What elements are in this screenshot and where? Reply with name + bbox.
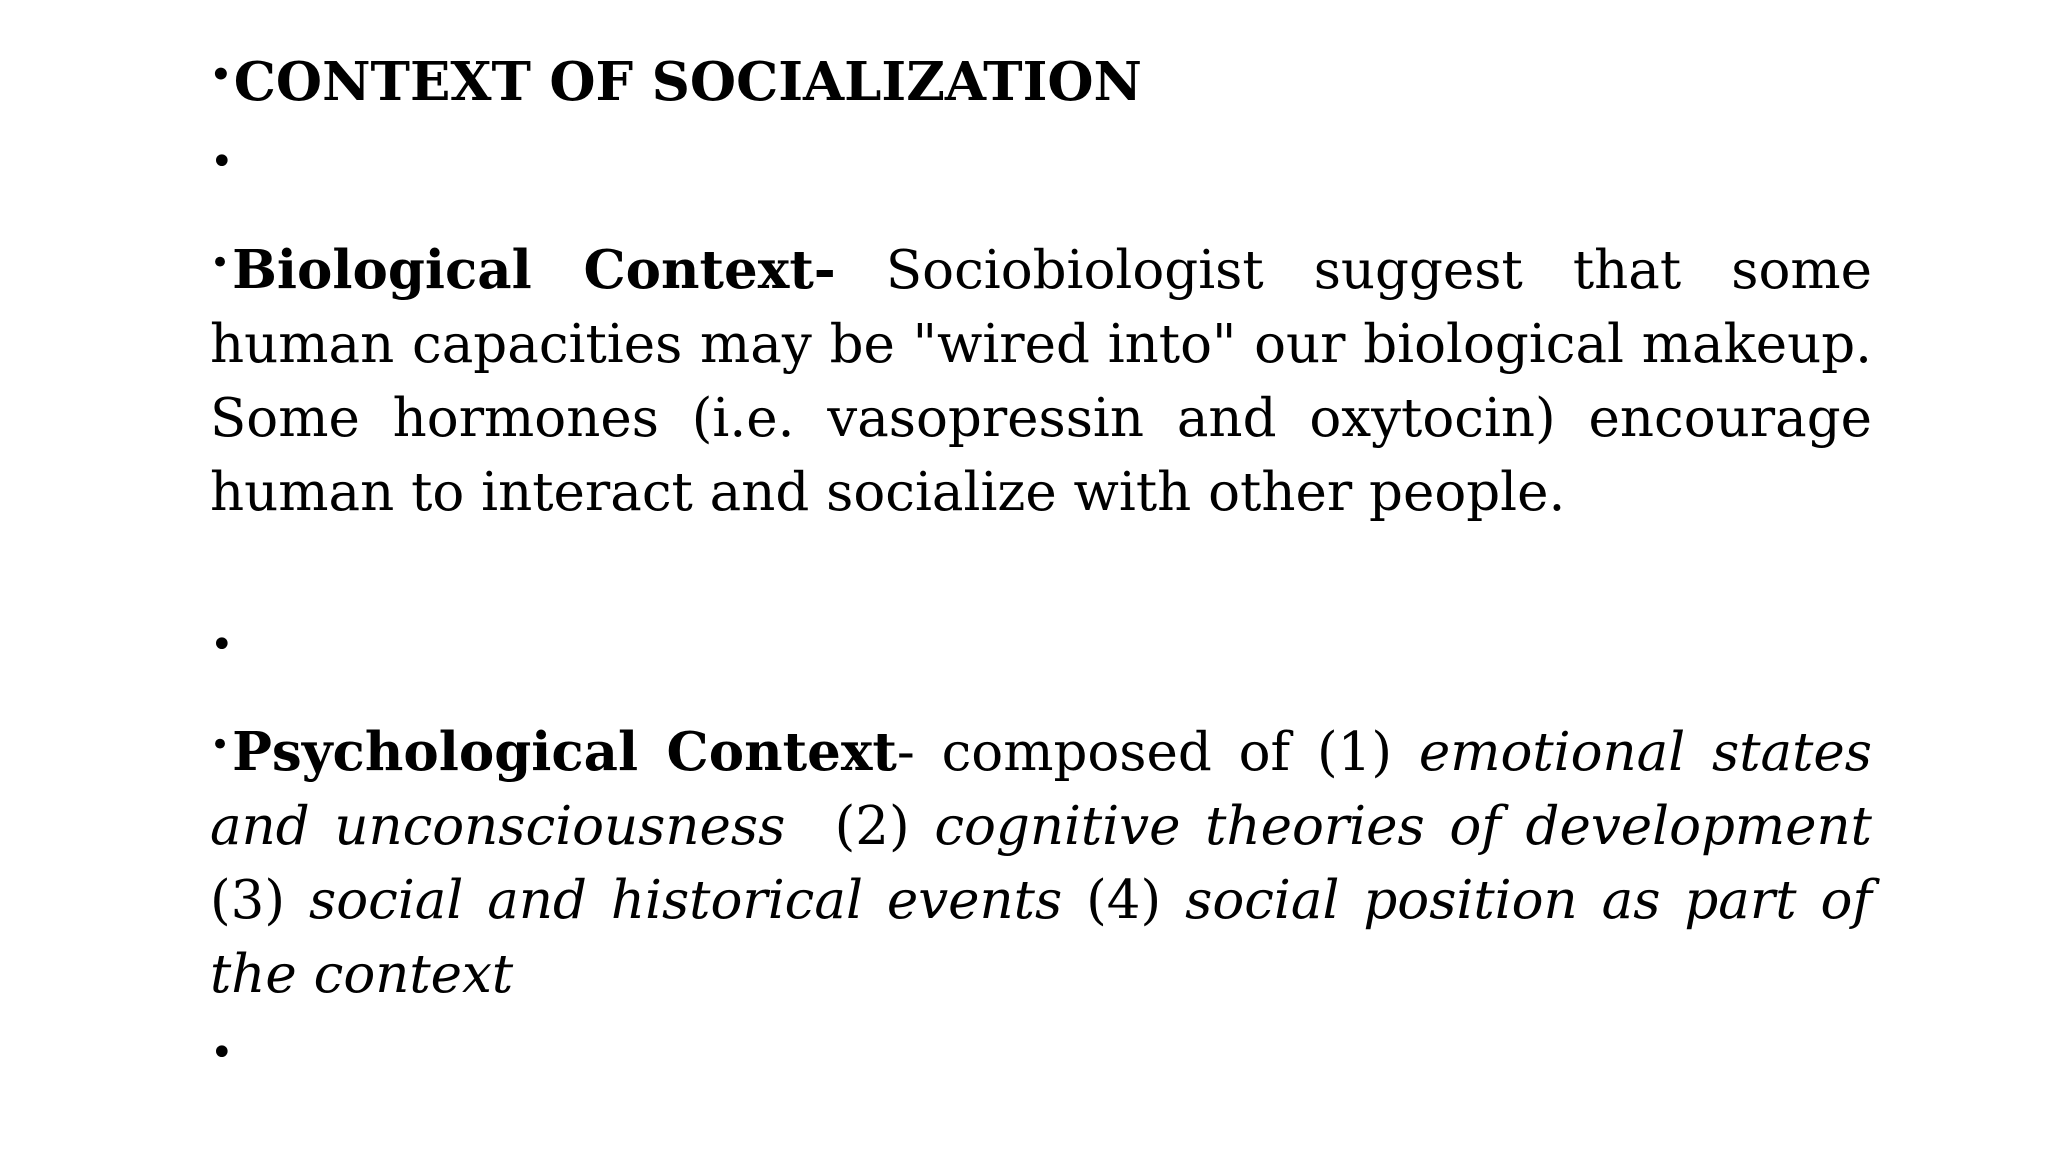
biological-context-heading: Biological Context-: [232, 239, 836, 301]
empty-bullet: •: [210, 139, 234, 185]
psychological-item-4: social position as part of the context: [210, 870, 1872, 1005]
biological-context-paragraph: [210, 226, 1872, 530]
slide-title: [210, 38, 1142, 119]
empty-bullet: •: [210, 1030, 234, 1076]
slide-title-text: CONTEXT OF SOCIALIZATION: [233, 51, 1142, 113]
psychological-item-2: cognitive theories of development: [934, 796, 1872, 857]
psychological-sep-2: (2): [785, 796, 935, 857]
psychological-sep-3: (3): [210, 870, 310, 931]
psychological-context-lead: - composed of (1): [896, 722, 1419, 783]
bullet-marker: •: [210, 725, 231, 765]
psychological-item-1: emotional states and unconsciousness: [210, 722, 1872, 857]
psychological-context-paragraph: [210, 708, 1872, 1012]
bullet-marker: •: [210, 243, 231, 283]
psychological-sep-4: (4): [1062, 870, 1186, 931]
biological-context-text: Sociobiologist suggest that some human capacities may be "wired into" our biological makeup. Some hormones (i.e. vasopressin and oxytocin) encourage human to interact and socialize with other people.: [210, 240, 1872, 523]
empty-bullet: •: [210, 622, 234, 668]
psychological-item-3: social and historical events: [309, 870, 1063, 931]
bullet-marker: •: [210, 55, 232, 95]
psychological-context-heading: Psychological Context: [232, 721, 897, 783]
